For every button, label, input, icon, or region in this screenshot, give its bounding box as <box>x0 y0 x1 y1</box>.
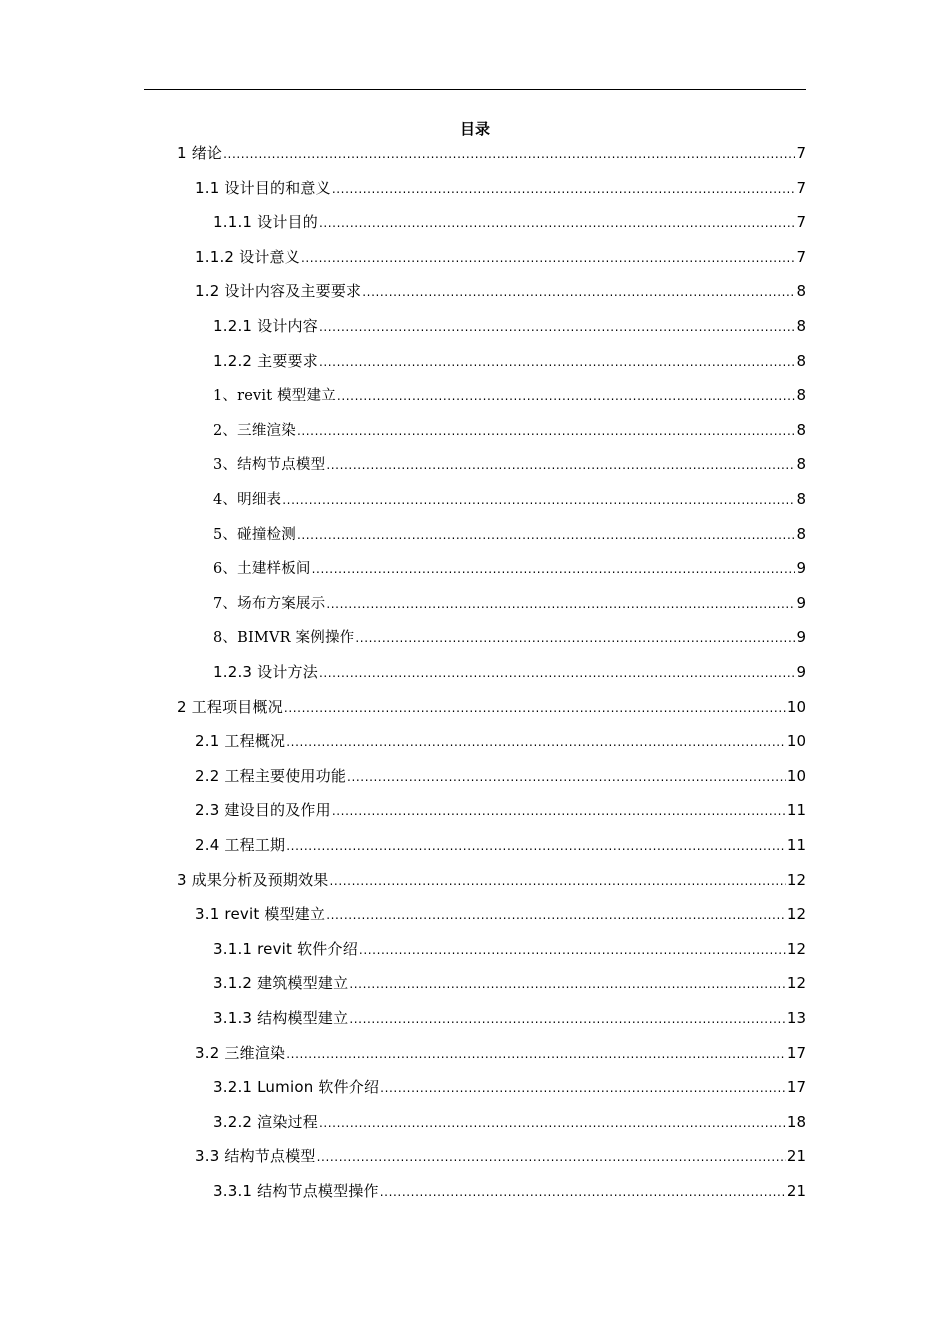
toc-entry-title: 3.2.2 渲染过程 <box>213 1112 318 1131</box>
dot-leader <box>301 246 796 270</box>
toc-entry[interactable] <box>213 522 806 546</box>
toc-page-number: 8 <box>796 420 806 439</box>
toc-entry[interactable] <box>213 349 806 373</box>
toc-entry-title: 3.3 结构节点模型 <box>195 1147 316 1166</box>
toc-page-number: 21 <box>786 1147 806 1166</box>
dot-leader <box>332 799 786 823</box>
toc-entry-title: 1.1.1 设计目的 <box>213 213 318 232</box>
dot-leader <box>326 903 786 927</box>
dot-leader <box>349 1007 786 1031</box>
toc-page-number: 10 <box>786 697 806 716</box>
toc-entry-title: 1.2.2 主要要求 <box>213 351 318 370</box>
dot-leader <box>355 626 795 650</box>
dot-leader <box>286 1042 786 1066</box>
toc-entry-title: 3.1.3 结构模型建立 <box>213 1009 349 1027</box>
toc-entry-title: 2.2 工程主要使用功能 <box>195 766 347 785</box>
toc-entry[interactable] <box>213 660 806 684</box>
dot-leader <box>359 938 786 962</box>
toc-entry-title: 1.2.3 设计方法 <box>213 663 318 681</box>
toc-page-number: 21 <box>786 1182 806 1200</box>
toc-page-number: 11 <box>786 801 806 820</box>
toc-page-number: 12 <box>786 870 806 889</box>
toc-entry-title: 1.2.1 设计内容 <box>213 317 318 335</box>
dot-leader <box>284 696 786 720</box>
toc-entry-title: 1、revit 模型建立 <box>213 388 336 405</box>
dot-leader <box>380 1180 786 1204</box>
dot-leader <box>380 1076 786 1100</box>
toc-entry[interactable] <box>213 971 806 995</box>
toc-entry[interactable] <box>213 625 806 649</box>
dot-leader <box>349 972 786 996</box>
toc-entry[interactable] <box>195 798 806 822</box>
dot-leader <box>319 211 796 235</box>
toc-entry[interactable] <box>177 695 806 719</box>
toc-entry-title: 1.2 设计内容及主要要求 <box>195 282 362 301</box>
toc-entry-title: 3.1.1 revit 软件介绍 <box>213 939 358 958</box>
toc-page-number: 7 <box>796 247 806 266</box>
toc-entry-title: 3.3.1 结构节点模型操作 <box>213 1182 379 1200</box>
toc-entry[interactable] <box>177 868 806 892</box>
toc-entry-title: 2.3 建设目的及作用 <box>195 801 331 820</box>
dot-leader <box>326 592 795 616</box>
toc-entry-title: 2.1 工程概况 <box>195 732 286 751</box>
toc-page-number: 7 <box>796 178 806 197</box>
toc-entry[interactable] <box>213 210 806 234</box>
toc-entry[interactable] <box>195 279 806 303</box>
toc-entry-title: 2 工程项目概况 <box>177 697 283 716</box>
toc-entry[interactable] <box>195 902 806 926</box>
toc-entry-title: 3.2 三维渲染 <box>195 1043 286 1062</box>
toc-entry[interactable] <box>195 729 806 753</box>
toc-page-number: 13 <box>786 1009 806 1027</box>
toc-entry[interactable] <box>213 452 806 476</box>
dot-leader <box>317 1145 786 1169</box>
toc-page-number: 7 <box>796 213 806 232</box>
toc-entry-title: 2、三维渲染 <box>213 422 296 439</box>
toc-page-number: 12 <box>786 974 806 993</box>
toc-entry-title: 1.1 设计目的和意义 <box>195 178 331 197</box>
toc-page-number: 9 <box>796 663 806 681</box>
dot-leader <box>297 523 796 547</box>
toc-page-number: 10 <box>786 766 806 785</box>
dot-leader <box>297 419 796 443</box>
dot-leader <box>286 730 786 754</box>
toc-page-number: 8 <box>796 317 806 335</box>
toc-page-number: 10 <box>786 732 806 751</box>
toc-entry[interactable] <box>195 176 806 200</box>
toc-entry[interactable] <box>195 245 806 269</box>
toc-page-number: 9 <box>796 593 806 612</box>
toc-entry[interactable] <box>213 314 806 338</box>
toc-entry-title: 3.2.1 Lumion 软件介绍 <box>213 1078 380 1097</box>
toc-entry-title: 6、土建样板间 <box>213 561 311 578</box>
dot-leader <box>326 453 795 477</box>
toc-page-number: 8 <box>796 524 806 543</box>
dot-leader <box>332 177 796 201</box>
toc-entry[interactable] <box>213 487 806 511</box>
dot-leader <box>330 869 786 893</box>
toc-entry[interactable] <box>195 764 806 788</box>
toc-entry-title: 1 绪论 <box>177 144 223 162</box>
toc-entry-title: 3.1.2 建筑模型建立 <box>213 974 349 993</box>
toc-page-number: 8 <box>796 282 806 301</box>
toc-entry-title: 7、场布方案展示 <box>213 595 326 612</box>
toc-entry[interactable] <box>213 418 806 442</box>
toc-entry-title: 8、BIMVR 案例操作 <box>213 630 355 647</box>
toc-entry-title: 3.1 revit 模型建立 <box>195 905 326 924</box>
header-rule <box>144 89 806 90</box>
toc-page-number: 18 <box>786 1112 806 1131</box>
dot-leader <box>319 350 796 374</box>
toc-entry[interactable] <box>213 937 806 961</box>
toc-page-number: 11 <box>786 836 806 854</box>
toc-entry[interactable] <box>213 1006 806 1030</box>
toc-title: 目录 <box>459 120 490 138</box>
dot-leader <box>223 142 795 166</box>
toc-page-number: 8 <box>796 490 806 508</box>
toc-entry[interactable] <box>213 1179 806 1203</box>
toc-page-number: 8 <box>796 455 806 474</box>
dot-leader <box>337 384 796 408</box>
dot-leader <box>319 661 796 685</box>
toc-page-number: 17 <box>786 1078 806 1097</box>
toc-entry[interactable] <box>195 1144 806 1168</box>
toc-entry[interactable] <box>213 383 806 407</box>
toc-entry-title: 4、明细表 <box>213 492 282 508</box>
dot-leader <box>319 1111 786 1135</box>
toc-entry[interactable] <box>213 1110 806 1134</box>
toc-entry[interactable] <box>177 141 806 165</box>
dot-leader <box>282 488 795 512</box>
toc-entry-title: 5、碰撞检测 <box>213 526 296 543</box>
dot-leader <box>347 765 786 789</box>
toc-page-number: 12 <box>786 905 806 924</box>
toc-entry-title: 2.4 工程工期 <box>195 836 286 854</box>
toc-entry-title: 1.1.2 设计意义 <box>195 247 300 266</box>
dot-leader <box>312 557 796 581</box>
toc-entry[interactable] <box>213 1075 806 1099</box>
toc-page-number: 9 <box>796 628 806 647</box>
dot-leader <box>362 280 795 304</box>
toc-entry[interactable] <box>213 556 806 580</box>
toc-entry-title: 3、结构节点模型 <box>213 457 326 474</box>
toc-page-number: 9 <box>796 559 806 578</box>
toc-page-number: 8 <box>796 351 806 370</box>
toc-page-number: 12 <box>786 939 806 958</box>
toc-page-number: 17 <box>786 1043 806 1062</box>
dot-leader <box>319 315 796 339</box>
toc-page-number: 8 <box>796 386 806 405</box>
toc-entry-title: 3 成果分析及预期效果 <box>177 870 329 889</box>
dot-leader <box>286 834 786 858</box>
toc-entry[interactable] <box>213 591 806 615</box>
toc-entry[interactable] <box>195 833 806 857</box>
toc-entry[interactable] <box>195 1041 806 1065</box>
toc-page-number: 7 <box>796 144 806 162</box>
